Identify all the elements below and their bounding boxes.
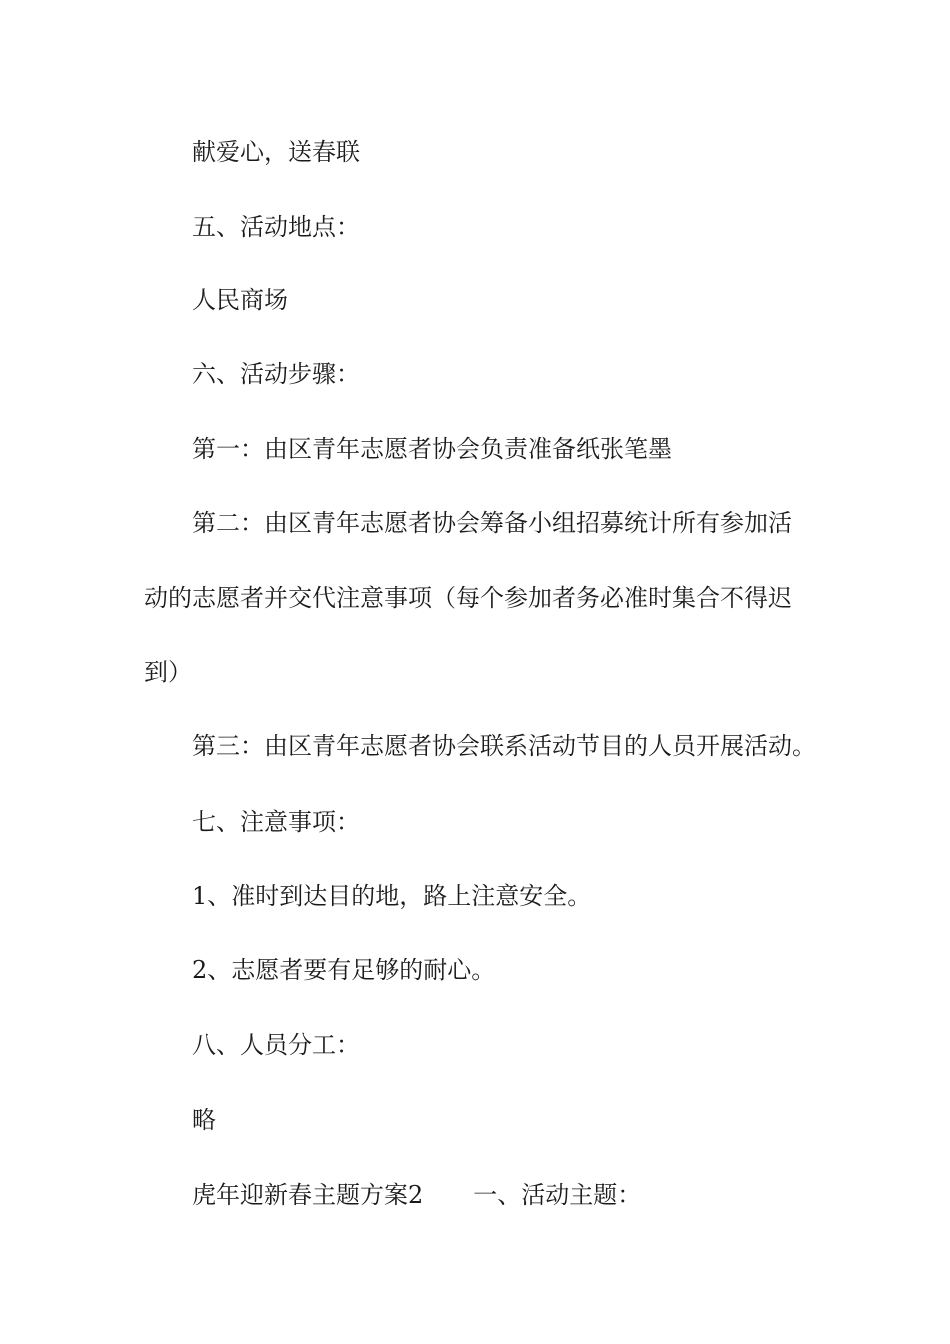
heading-activity-location: 五、活动地点： [192,213,360,241]
paragraph-step-two-line-2: 动的志愿者并交代注意事项（每个参加者务必准时集合不得迟 [144,584,792,612]
paragraph-note-two: 2、志愿者要有足够的耐心。 [192,956,496,984]
paragraph-note-one: 1、准时到达目的地，路上注意安全。 [192,882,592,910]
paragraph-activity-name: 献爱心，送春联 [192,138,360,166]
paragraph-step-two-line-1: 第二：由区青年志愿者协会筹备小组招募统计所有参加活 [192,509,792,537]
paragraph-location: 人民商场 [192,286,288,314]
paragraph-step-three: 第三：由区青年志愿者协会联系活动节目的人员开展活动。 [192,732,816,760]
heading-staff-division: 八、人员分工： [192,1031,360,1059]
paragraph-step-one: 第一：由区青年志愿者协会负责准备纸张笔墨 [192,435,672,463]
heading-notes: 七、注意事项： [192,808,360,836]
heading-activity-steps: 六、活动步骤： [192,360,360,388]
heading-activity-theme: 一、活动主题： [473,1181,642,1209]
paragraph-omitted: 略 [192,1106,216,1134]
section-title-line [192,1179,641,1211]
paragraph-step-two-line-3: 到） [144,658,192,686]
section-title: 虎年迎新春主题方案2 [192,1181,424,1209]
